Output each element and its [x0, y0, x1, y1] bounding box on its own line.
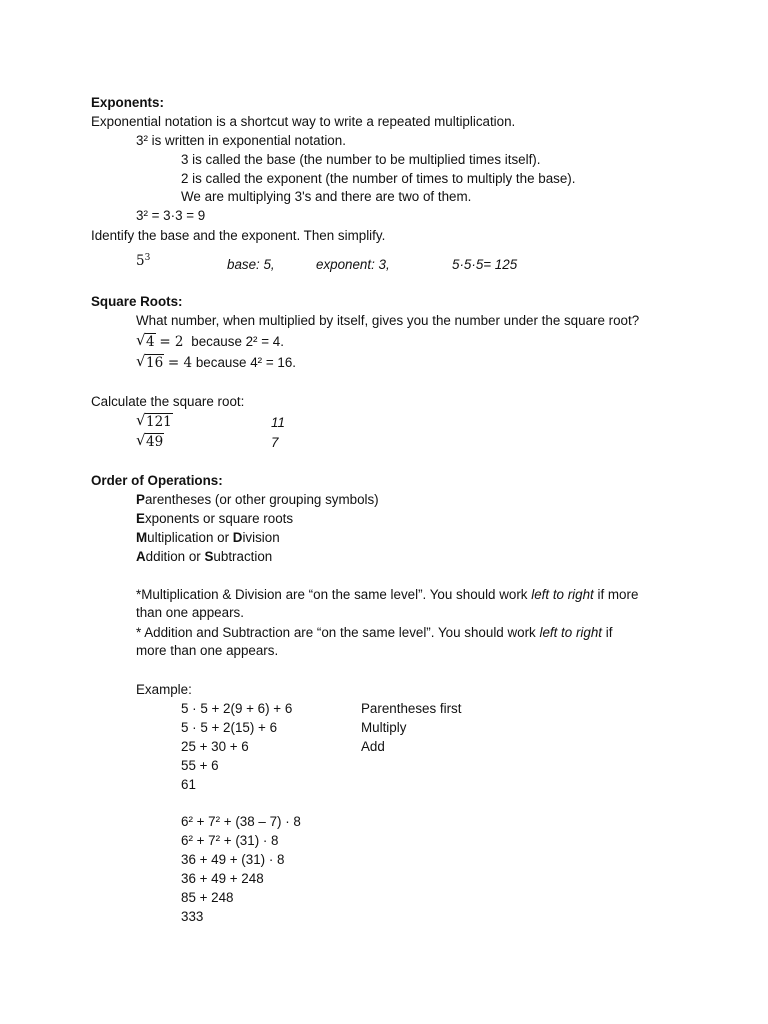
note-2: * Addition and Subtraction are “on the same level”. You should work left to right if [136, 625, 613, 640]
sqrt-symbol: √ 4 [136, 331, 155, 350]
notation-line: 3² is written in exponential notation. [136, 133, 346, 148]
example-1-step: 61 [181, 777, 196, 792]
step-addition-subtraction: Addition or Subtraction [136, 549, 273, 564]
sqrt-symbol: √ 49 [136, 431, 164, 450]
example-1-note: Parentheses first [361, 701, 462, 716]
example-2-step: 85 + 248 [181, 890, 234, 905]
exponent-example [136, 252, 150, 273]
exponent-line: 2 is called the exponent (the number of times to multiply the base). [181, 171, 576, 186]
identify-prompt: Identify the base and the exponent. Then simplify. [91, 228, 386, 243]
example-2-step: 6² + 7² + (38 – 7) · 8 [181, 814, 301, 829]
example-2-step: 36 + 49 + (31) · 8 [181, 852, 285, 867]
example-1-note: Multiply [361, 720, 407, 735]
answer-exponent: exponent: 3, [316, 257, 390, 272]
step-multiplication-division: Multiplication or Division [136, 530, 280, 545]
example-power: 3 [144, 253, 151, 263]
example-base: 5 [136, 253, 145, 269]
order-heading: Order of Operations: [91, 473, 223, 488]
note-2-cont: more than one appears. [136, 643, 279, 658]
example-heading: Example: [136, 682, 192, 697]
step-exponents: Exponents or square roots [136, 511, 294, 526]
example-2-step: 333 [181, 909, 204, 924]
exponents-heading: Exponents: [91, 95, 164, 110]
equation-line: 3² = 3·3 = 9 [136, 208, 206, 223]
calc-1-answer: 11 [271, 415, 285, 430]
example-2-step: 6² + 7² + (31) · 8 [181, 833, 279, 848]
sqrt-example-2 [136, 353, 296, 373]
answer-simplified: 5·5·5= 125 [452, 257, 518, 272]
sqrt-example-1-result: = 2 [159, 334, 184, 350]
example-2-step: 36 + 49 + 248 [181, 871, 264, 886]
note-1: *Multiplication & Division are “on the same level”. You should work left to right if more [136, 587, 639, 602]
step-parentheses: Parentheses (or other grouping symbols) [136, 492, 379, 507]
sqrt-example-1 [136, 332, 284, 352]
example-1-step: 5 · 5 + 2(15) + 6 [181, 720, 278, 735]
sqrt-symbol: √ 121 [136, 411, 172, 430]
square-roots-heading: Square Roots: [91, 294, 183, 309]
sqrt-example-1-reason: because 2² = 4. [191, 334, 284, 349]
square-roots-question: What number, when multiplied by itself, gives you the number under the square root? [136, 313, 640, 328]
base-line: 3 is called the base (the number to be multiplied times itself). [181, 152, 541, 167]
answer-base: base: 5, [227, 257, 275, 272]
calc-2-answer: 7 [271, 435, 279, 450]
calc-1-expression [136, 412, 173, 432]
example-1-step: 55 + 6 [181, 758, 219, 773]
calc-prompt: Calculate the square root: [91, 394, 245, 409]
multiplying-line: We are multiplying 3's and there are two of them. [181, 189, 472, 204]
note-1-cont: than one appears. [136, 605, 244, 620]
sqrt-example-2-reason: because 4² = 16. [195, 355, 296, 370]
exponents-intro: Exponential notation is a shortcut way to write a repeated multiplication. [91, 114, 516, 129]
calc-2-expression [136, 432, 164, 452]
example-1-step: 5 · 5 + 2(9 + 6) + 6 [181, 701, 293, 716]
sqrt-symbol: √ 16 [136, 352, 164, 371]
sqrt-example-2-result: = 4 [167, 355, 193, 371]
example-1-note: Add [361, 739, 385, 754]
example-1-step: 25 + 30 + 6 [181, 739, 249, 754]
